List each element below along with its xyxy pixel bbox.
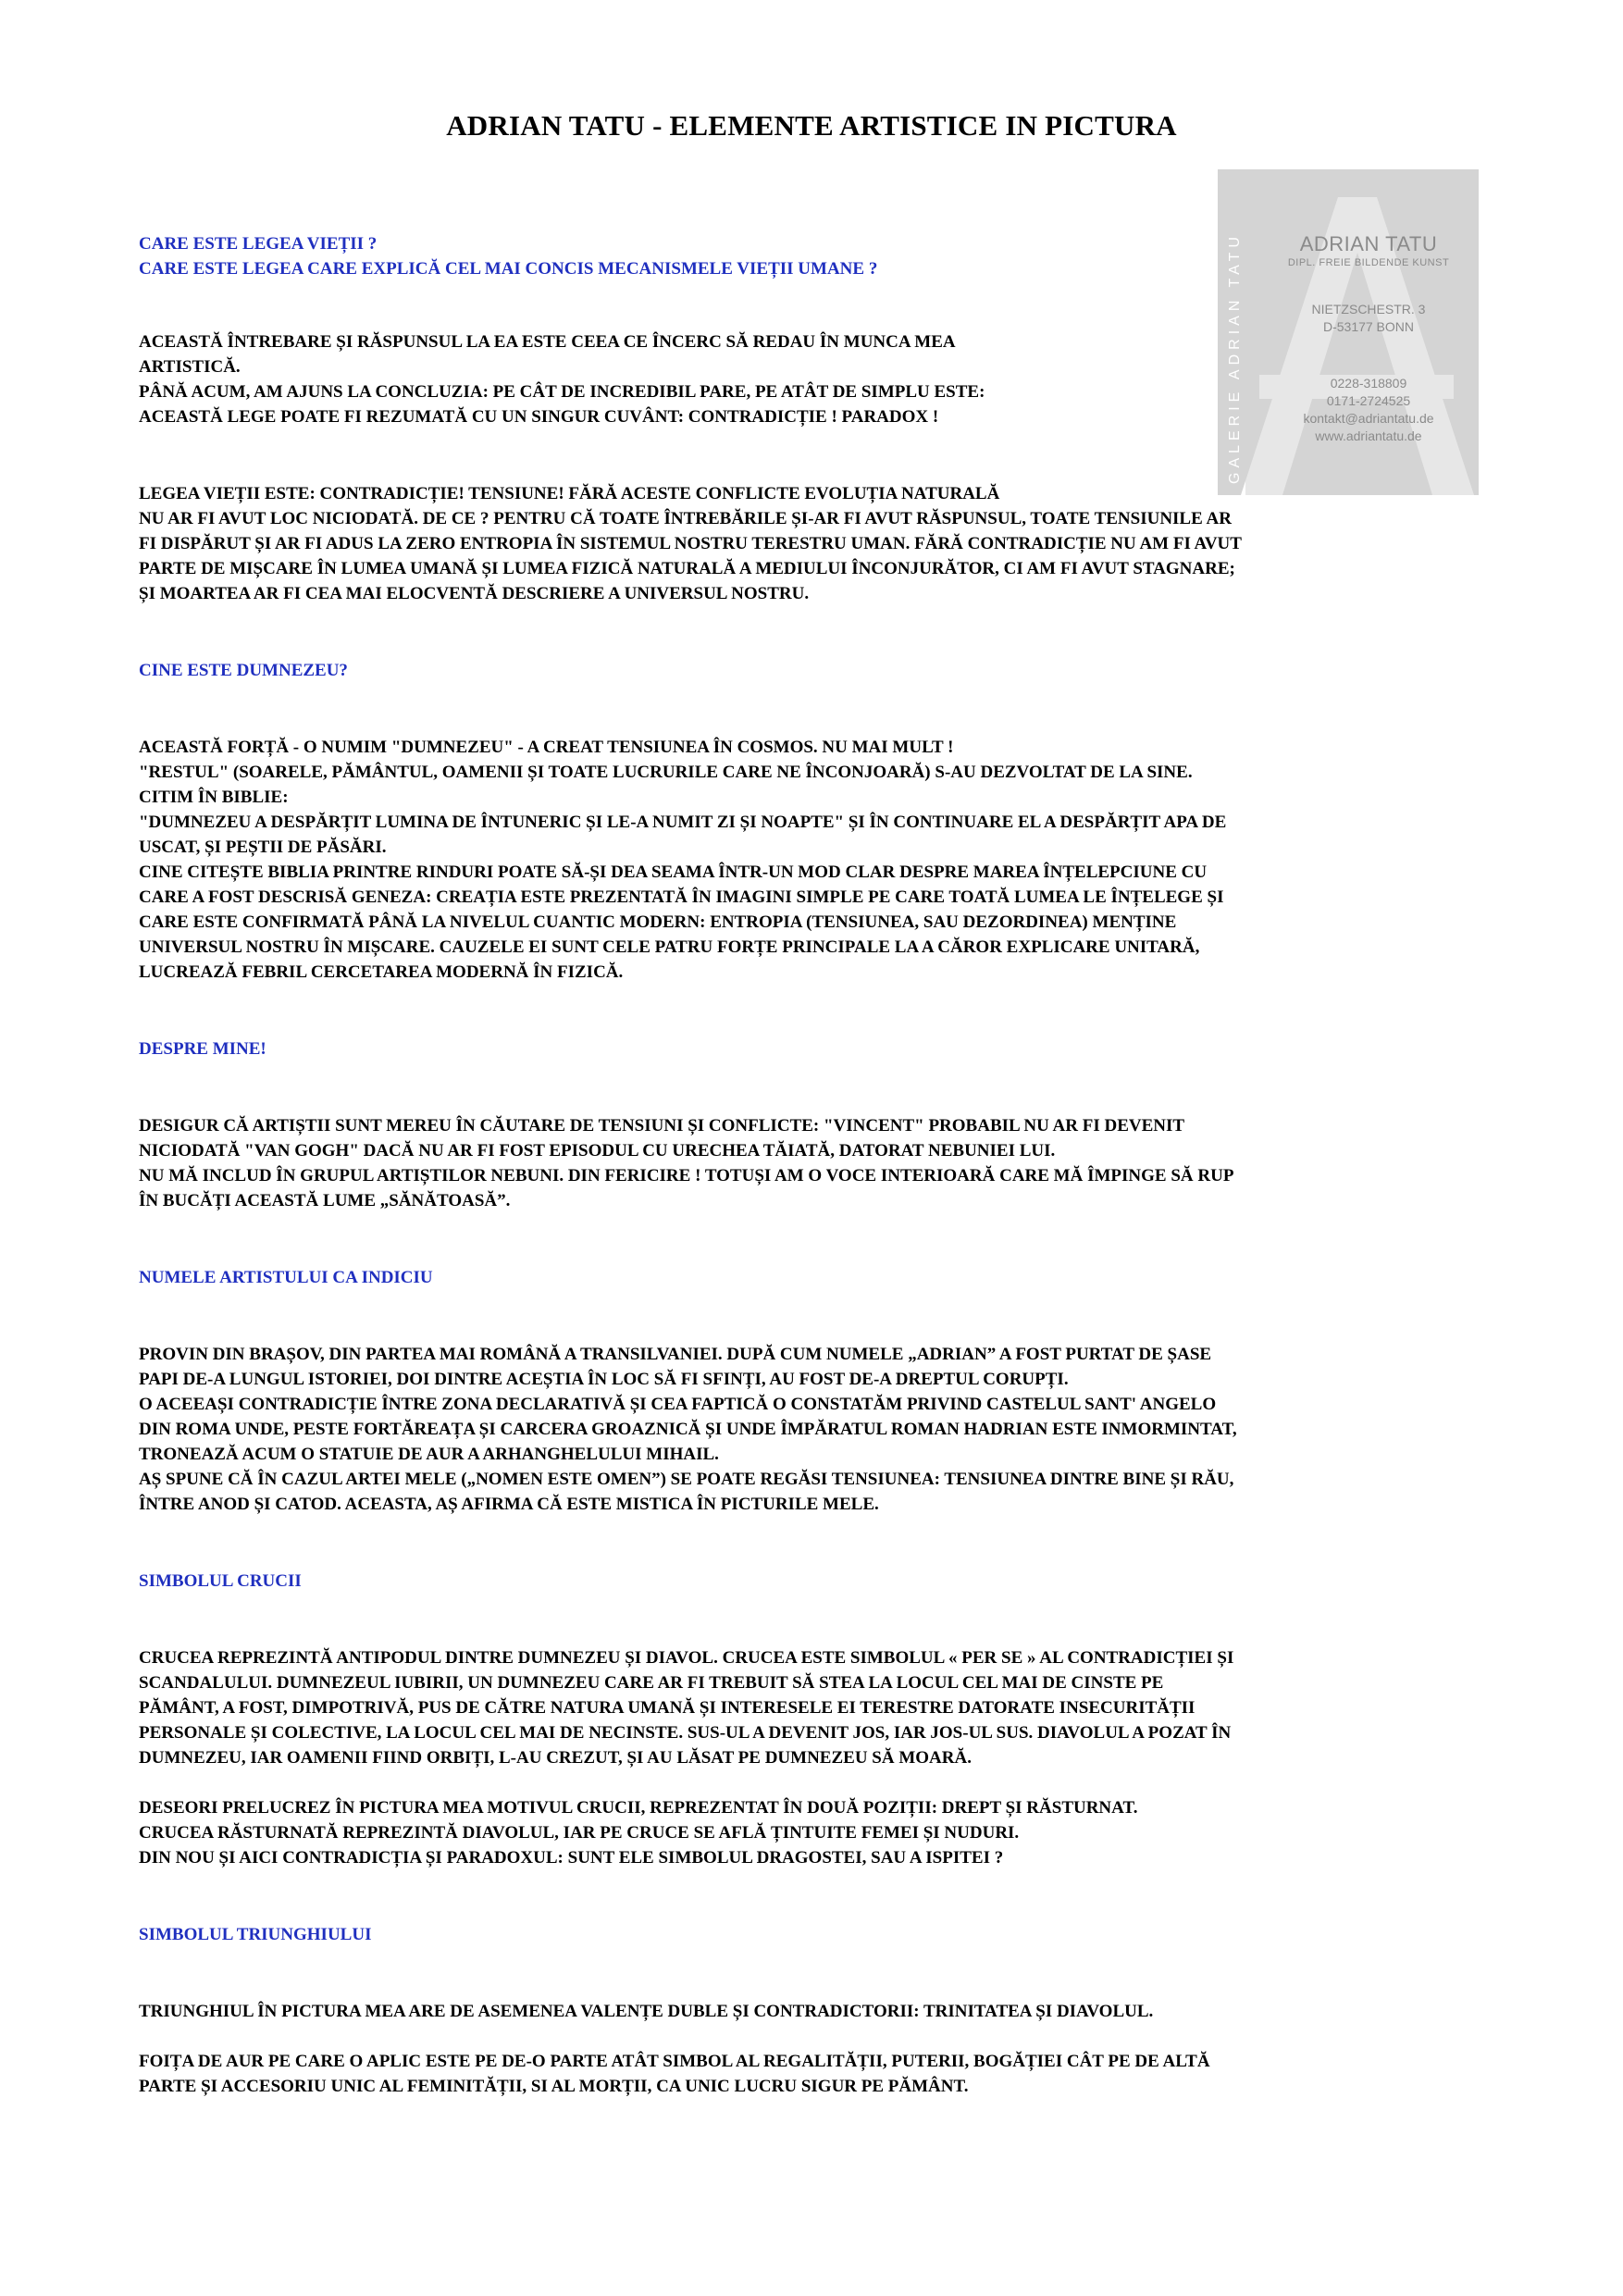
heading-line: CARE ESTE LEGEA CARE EXPLICĂ CEL MAI CONCIS MECANISMELE VIEȚII UMANE ?	[139, 259, 878, 279]
text-line: ÎNTRE ANOD ȘI CATOD. ACEASTA, AȘ AFIRMA CĂ ESTE MISTICA ÎN PICTURILE MELE.	[139, 1495, 879, 1514]
text-line: O ACEEAȘI CONTRADICȚIE ÎNTRE ZONA DECLARATIVĂ ȘI CEA FAPTICĂ O CONSTATĂM PRIVIND CASTELUL SANT' ANGELO	[139, 1395, 1217, 1414]
logo-mobile: 0171-2724525	[1326, 393, 1411, 408]
paragraph	[139, 1113, 1499, 1213]
text-line: ACEASTĂ LEGE POATE FI REZUMATĂ CU UN SINGUR CUVÂNT: CONTRADICȚIE ! PARADOX !	[139, 407, 939, 427]
section-heading-law-of-life	[139, 231, 1499, 281]
text-line: CRUCEA REPREZINTĂ ANTIPODUL DINTRE DUMNEZEU ȘI DIAVOL. CRUCEA ESTE SIMBOLUL « PER SE » AL CONTRADICȚIEI ȘI	[139, 1648, 1234, 1668]
paragraph	[139, 329, 1175, 429]
text-line: PÂNĂ ACUM, AM AJUNS LA CONCLUZIA: PE CÂT DE INCREDIBIL PARE, PE ATÂT DE SIMPLU ESTE:	[139, 382, 985, 402]
text-line: USCAT, ȘI PEȘTII DE PĂSĂRI.	[139, 838, 387, 857]
logo-website: www.adriantatu.de	[1315, 428, 1422, 443]
text-line: PĂMÂNT, A FOST, DIMPOTRIVĂ, PUS DE CĂTRE NATURA UMANĂ ȘI INTERESELE EI TERESTRE DATORATE INSECURITĂȚII	[139, 1698, 1196, 1718]
text-line: LEGEA VIEȚII ESTE: CONTRADICȚIE! TENSIUNE! FĂRĂ ACESTE CONFLICTE EVOLUȚIA NATURALĂ	[139, 484, 1000, 503]
section-heading-cross-symbol	[139, 1569, 1499, 1594]
heading-line: CARE ESTE LEGEA VIEȚII ?	[139, 234, 378, 254]
heading-line: SIMBOLUL CRUCII	[139, 1571, 302, 1591]
heading-line: CINE ESTE DUMNEZEU?	[139, 661, 348, 680]
logo-address-line: D-53177 BONN	[1322, 319, 1415, 334]
text-line: CARE A FOST DESCRISĂ GENEZA: CREAȚIA ESTE PREZENTATĂ ÎN IMAGINI SIMPLE PE CARE TOATĂ LUMEA LE ÎNȚELEGE ȘI	[139, 887, 1224, 907]
paragraph	[139, 2049, 1499, 2099]
text-line: PARTE ȘI ACCESORIU UNIC AL FEMINITĂȚII, SI AL MORȚII, CA UNIC LUCRU SIGUR PE PĂMÂNT.	[139, 2077, 969, 2096]
text-line: TRIUNGHIUL ÎN PICTURA MEA ARE DE ASEMENEA VALENȚE DUBLE ȘI CONTRADICTORII: TRINITATEA ȘI DIAVOLUL.	[139, 2002, 1154, 2021]
text-line: DESIGUR CĂ ARTIȘTII SUNT MEREU ÎN CĂUTARE DE TENSIUNI ȘI CONFLICTE: "VINCENT" PROBABIL NU AR FI DEVENIT	[139, 1116, 1185, 1136]
page-title: ADRIAN TATU - ELEMENTE ARTISTICE IN PICTURA	[446, 109, 1177, 142]
heading-line: SIMBOLUL TRIUNGHIULUI	[139, 1925, 372, 1944]
section-heading-who-is-god	[139, 658, 1499, 683]
logo-phone: 0228-318809	[1330, 376, 1407, 391]
section-heading-artist-name	[139, 1265, 1499, 1290]
text-line: DESEORI PRELUCREZ ÎN PICTURA MEA MOTIVUL CRUCII, REPREZENTAT ÎN DOUĂ POZIȚII: DREPT ȘI RĂSTURNAT.	[139, 1798, 1138, 1818]
text-line: CARE ESTE CONFIRMATĂ PÂNĂ LA NIVELUL CUANTIC MODERN: ENTROPIA (TENSIUNEA, SAU DEZORDINEA) MENȚINE	[139, 912, 1177, 932]
text-line: CRUCEA RĂSTURNATĂ REPREZINTĂ DIAVOLUL, IAR PE CRUCE SE AFLĂ ȚINTUITE FEMEI ȘI NUDURI.	[139, 1823, 1020, 1843]
text-line: FI DISPĂRUT ȘI AR FI ADUS LA ZERO ENTROPIA ÎN SISTEMUL NOSTRU TERESTRU UMAN. FĂRĂ CONTRADICȚIE NU AM FI AVUT	[139, 534, 1242, 553]
text-line: PERSONALE ȘI COLECTIVE, LA LOCUL CEL MAI DE NECINSTE. SUS-UL A DEVENIT JOS, IAR JOS-UL SUS. DIAVOLUL A POZAT ÎN	[139, 1723, 1232, 1743]
section-heading-about-me	[139, 1036, 1499, 1061]
text-line: AȘ SPUNE CĂ ÎN CAZUL ARTEI MELE („NOMEN ESTE OMEN”) SE POATE REGĂSI TENSIUNEA: TENSIUNEA DINTRE BINE ȘI RĂU,	[139, 1470, 1234, 1489]
heading-line: NUMELE ARTISTULUI CA INDICIU	[139, 1268, 433, 1287]
text-line: NU AR FI AVUT LOC NICIODATĂ. DE CE ? PENTRU CĂ TOATE ÎNTREBĂRILE ȘI-AR FI AVUT RĂSPUNSUL, TOATE TENSIUNILE AR	[139, 509, 1232, 528]
logo-vertical-text: GALERIE ADRIAN TATU	[1227, 232, 1243, 484]
text-line: "RESTUL" (SOARELE, PĂMÂNTUL, OAMENII ȘI TOATE LUCRURILE CARE NE ÎNCONJOARĂ) S-AU DEZVOLTAT DE LA SINE.	[139, 763, 1193, 782]
text-line: CINE CITEȘTE BIBLIA PRINTRE RINDURI POATE SĂ-ȘI DEA SEAMA ÎNTR-UN MOD CLAR DESPRE MAREA ÎNȚELEPCIUNE CU	[139, 863, 1208, 882]
text-line: ÎN BUCĂȚI ACEASTĂ LUME „SĂNĂTOASĂ”.	[139, 1191, 511, 1210]
section-heading-triangle-symbol	[139, 1922, 1499, 1947]
text-line: DUMNEZEU, IAR OAMENII FIIND ORBIȚI, L-AU CREZUT, ȘI AU LĂSAT PE DUMNEZEU SĂ MOARĂ.	[139, 1748, 972, 1768]
text-line: FOIȚA DE AUR PE CARE O APLIC ESTE PE DE-O PARTE ATÂT SIMBOL AL REGALITĂȚII, PUTERII, BOGĂȚIEI CÂT PE DE ALTĂ	[139, 2052, 1210, 2071]
paragraph	[139, 1342, 1499, 1517]
logo-subtitle: DIPL. FREIE BILDENDE KUNST	[1287, 257, 1450, 268]
text-line: PARTE DE MIȘCARE ÎN LUMEA UMANĂ ȘI LUMEA FIZICĂ NATURALĂ A MEDIULUI ÎNCONJURĂTOR, CI AM FI AVUT STAGNARE;	[139, 559, 1235, 578]
text-line: ACEASTĂ ÎNTREBARE ȘI RĂSPUNSUL LA EA ESTE CEEA CE ÎNCERC SĂ REDAU ÎN MUNCA MEA	[139, 332, 956, 352]
text-line: ȘI MOARTEA AR FI CEA MAI ELOCVENTĂ DESCRIERE A UNIVERSUL NOSTRU.	[139, 584, 810, 603]
text-line: ACEASTĂ FORȚĂ - O NUMIM "DUMNEZEU" - A CREAT TENSIUNEA ÎN COSMOS. NU MAI MULT !	[139, 738, 954, 757]
text-line: SCANDALULUI. DUMNEZEUL IUBIRII, UN DUMNEZEU CARE AR FI TREBUIT SĂ STEA LA LOCUL CEL MAI DE CINSTE PE	[139, 1673, 1164, 1693]
text-line: LUCREAZĂ FEBRIL CERCETAREA MODERNĂ ÎN FIZICĂ.	[139, 962, 624, 982]
text-line: DIN NOU ȘI AICI CONTRADICȚIA ȘI PARADOXUL: SUNT ELE SIMBOLUL DRAGOSTEI, SAU A ISPITEI ?	[139, 1848, 1004, 1868]
text-line: PROVIN DIN BRAȘOV, DIN PARTEA MAI ROMÂNĂ A TRANSILVANIEI. DUPĂ CUM NUMELE „ADRIAN” A FOST PURTAT DE ȘASE	[139, 1345, 1212, 1364]
text-line: ARTISTICĂ.	[139, 357, 241, 377]
text-line: NICIODATĂ "VAN GOGH" DACĂ NU AR FI FOST EPISODUL CU URECHEA TĂIATĂ, DATORAT NEBUNIEI LUI.	[139, 1141, 1056, 1160]
text-line: PAPI DE-A LUNGUL ISTORIEI, DOI DINTRE ACEȘTIA ÎN LOC SĂ FI SFINȚI, AU FOST DE-A DREPTUL CORUPȚI.	[139, 1370, 1069, 1389]
text-line: CITIM ÎN BIBLIE:	[139, 788, 289, 807]
paragraph	[139, 735, 1499, 985]
text-line: NU MĂ INCLUD ÎN GRUPUL ARTIȘTILOR NEBUNI. DIN FERICIRE ! TOTUȘI AM O VOCE INTERIOARĂ CARE MĂ ÎMPINGE SĂ RUP	[139, 1166, 1234, 1185]
paragraph	[139, 1645, 1499, 1770]
text-line: DIN ROMA UNDE, PESTE FORTĂREAȚA ȘI CARCERA GROAZNICĂ ȘI UNDE ÎMPĂRATUL ROMAN HADRIAN ESTE INMORMINTAT,	[139, 1420, 1237, 1439]
article-body	[139, 231, 1499, 2099]
heading-line: DESPRE MINE!	[139, 1039, 266, 1059]
text-line: UNIVERSUL NOSTRU ÎN MIȘCARE. CAUZELE EI SUNT CELE PATRU FORȚE PRINCIPALE LA A CĂROR EXPLICARE UNITARĂ,	[139, 937, 1200, 957]
paragraph	[139, 1999, 1499, 2024]
paragraph	[139, 1795, 1499, 1870]
text-line: TRONEAZĂ ACUM O STATUIE DE AUR A ARHANGHELULUI MIHAIL.	[139, 1445, 719, 1464]
paragraph	[139, 481, 1499, 606]
text-line: "DUMNEZEU A DESPĂRȚIT LUMINA DE ÎNTUNERIC ȘI LE-A NUMIT ZI ȘI NOAPTE" ȘI ÎN CONTINUARE EL A DESPĂRȚIT APA DE	[139, 813, 1227, 832]
logo-address-line: NIETZSCHESTR. 3	[1311, 302, 1426, 316]
logo-name: ADRIAN TATU	[1299, 232, 1438, 255]
logo-email: kontakt@adriantatu.de	[1303, 411, 1434, 426]
